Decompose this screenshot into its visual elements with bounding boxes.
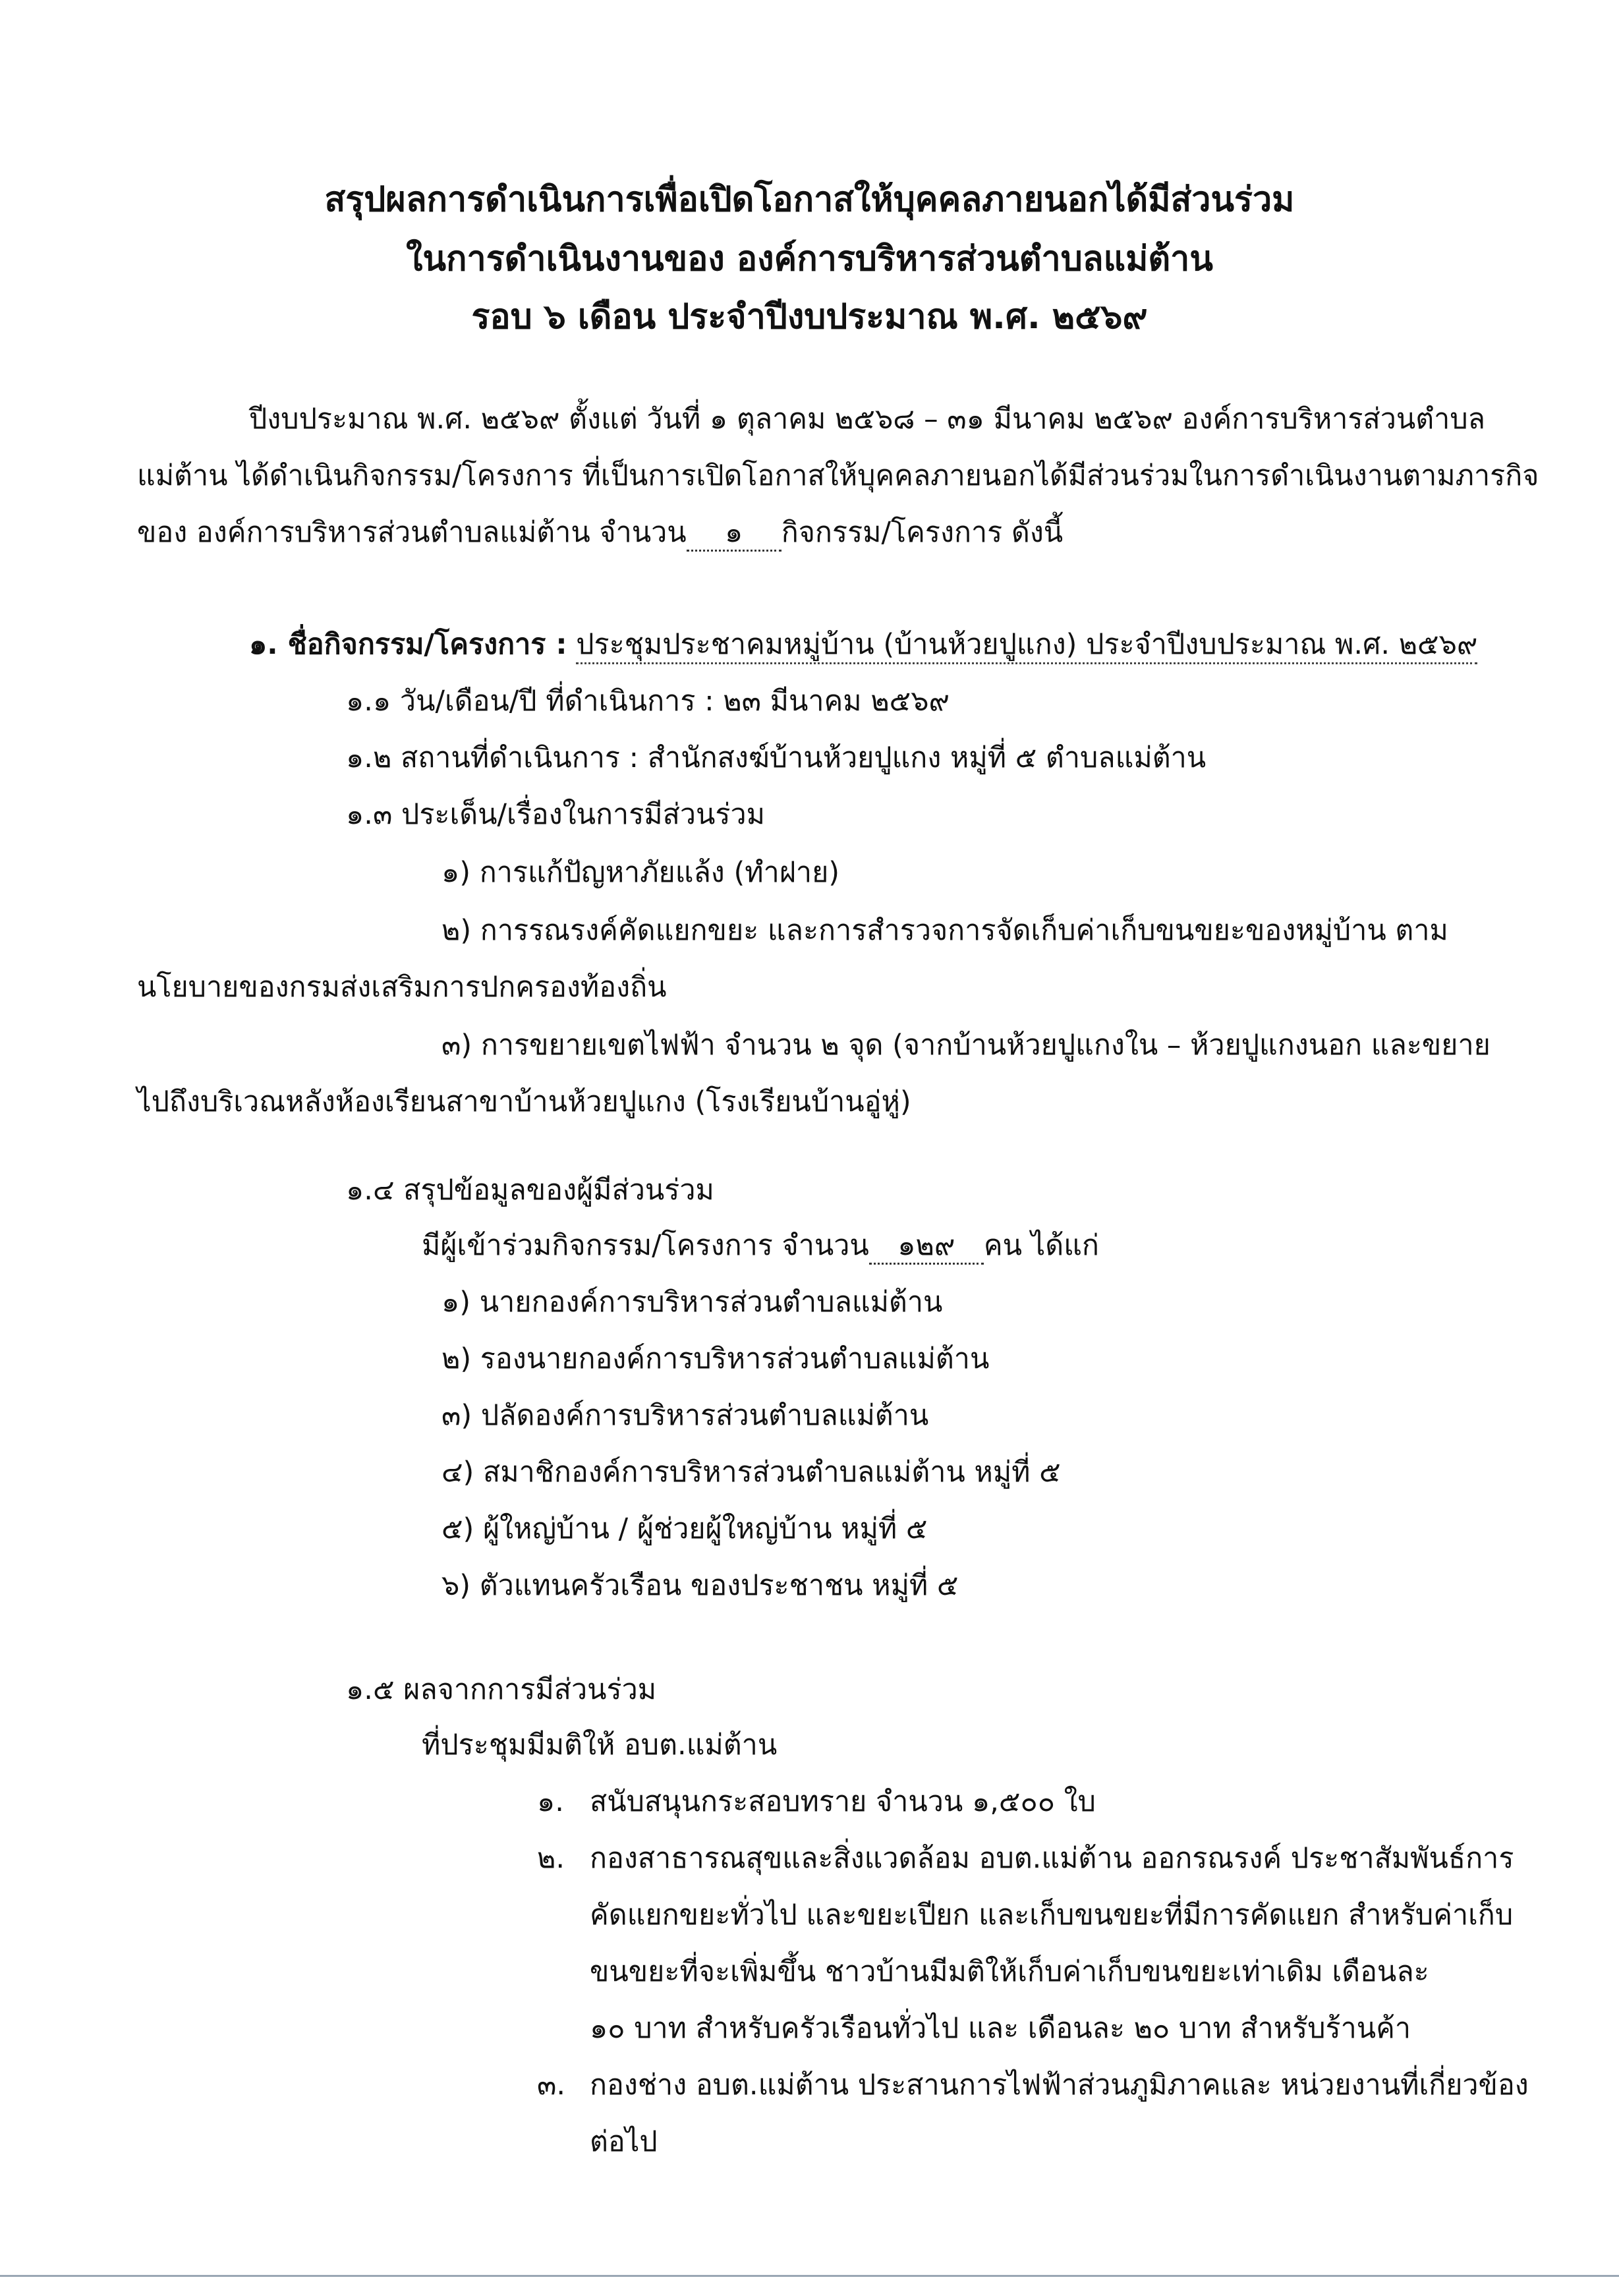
result-3-line-1: กองช่าง อบต.แม่ต้าน ประสานการไฟฟ้าส่วนภูมิภาคและ หน่วยงานที่เกี่ยวข้อง <box>590 2069 1529 2102</box>
intro-line-3-prefix: ของ องค์การบริหารส่วนตำบลแม่ต้าน จำนวน <box>137 516 687 549</box>
issue-1: ๑) การแก้ปัญหาภัยแล้ง (ทำฝาย) <box>441 856 840 889</box>
project-date: ๑.๑ วัน/เดือน/ปี ที่ดำเนินการ : ๒๓ มีนาคม ๒๕๖๙ <box>346 685 950 718</box>
project-label: ๑. ชื่อกิจกรรม/โครงการ : <box>249 628 567 661</box>
issues-title: ๑.๓ ประเด็น/เรื่องในการมีส่วนร่วม <box>346 798 766 831</box>
participant-item: ๑) นายกองค์การบริหารส่วนตำบลแม่ต้าน <box>441 1286 943 1319</box>
intro-line-3-suffix: กิจกรรม/โครงการ ดังนี้ <box>781 516 1064 549</box>
issue-2-line-2: นโยบายของกรมส่งเสริมการปกครองท้องถิ่น <box>137 971 667 1004</box>
intro-line-2: แม่ต้าน ได้ดำเนินกิจกรรม/โครงการ ที่เป็นการเปิดโอกาสให้บุคคลภายนอกได้มีส่วนร่วมในการดำเนินงานตามภารกิจ <box>137 459 1539 492</box>
intro-line-1: ปีงบประมาณ พ.ศ. ๒๕๖๙ ตั้งแต่ วันที่ ๑ ตุลาคม ๒๕๖๘ – ๓๑ มีนาคม ๒๕๖๙ องค์การบริหารส่วนตำบล <box>249 403 1485 436</box>
project-count-blank: ๑ <box>687 515 781 552</box>
result-2-line-4: ๑๐ บาท สำหรับครัวเรือนทั่วไป และ เดือนละ ๒๐ บาท สำหรับร้านค้า <box>590 2012 1411 2045</box>
results-title: ๑.๕ ผลจากการมีส่วนร่วม <box>346 1673 657 1706</box>
participants-count-prefix: มีผู้เข้าร่วมกิจกรรม/โครงการ จำนวน <box>422 1229 869 1262</box>
issue-3-line-2: ไปถึงบริเวณหลังห้องเรียนสาขาบ้านห้วยปูแกง (โรงเรียนบ้านอู่หู่) <box>137 1085 911 1118</box>
result-2-number: ๒. <box>537 1842 565 1875</box>
project-place: ๑.๒ สถานที่ดำเนินการ : สำนักสงฆ์บ้านห้วยปูแกง หมู่ที่ ๕ ตำบลแม่ต้าน <box>346 741 1207 774</box>
issue-3-line-1: ๓) การขยายเขตไฟฟ้า จำนวน ๒ จุด (จากบ้านห้วยปูแกงใน – ห้วยปูแกงนอก และขยาย <box>441 1029 1491 1062</box>
result-3-number: ๓. <box>537 2069 566 2102</box>
result-2-line-2: คัดแยกขยะทั่วไป และขยะเปียก และเก็บขนขยะที่มีการคัดแยก สำหรับค่าเก็บ <box>590 1899 1514 1932</box>
result-1-number: ๑. <box>537 1785 564 1818</box>
participant-item: ๒) รองนายกองค์การบริหารส่วนตำบลแม่ต้าน <box>441 1342 990 1375</box>
participant-item: ๖) ตัวแทนครัวเรือน ของประชาชน หมู่ที่ ๕ <box>441 1569 959 1602</box>
participants-count-suffix: คน ได้แก่ <box>983 1229 1099 1262</box>
title-line-1: สรุปผลการดำเนินการเพื่อเปิดโอกาสให้บุคคลภายนอกได้มีส่วนร่วม <box>324 180 1295 219</box>
result-3-line-2: ต่อไป <box>590 2125 658 2158</box>
intro-line-3 <box>137 513 1063 552</box>
result-1-text: สนับสนุนกระสอบทราย จำนวน ๑,๕๐๐ ใบ <box>590 1785 1096 1818</box>
project-name-line <box>249 625 1477 664</box>
title-line-2: ในการดำเนินงานของ องค์การบริหารส่วนตำบลแม่ต้าน <box>406 239 1213 279</box>
title-line-3: รอบ ๖ เดือน ประจำปีงบประมาณ พ.ศ. ๒๕๖๙ <box>471 297 1148 337</box>
results-resolution: ที่ประชุมมีมติให้ อบต.แม่ต้าน <box>422 1729 778 1762</box>
result-2-line-1: กองสาธารณสุขและสิ่งแวดล้อม อบต.แม่ต้าน ออกรณรงค์ ประชาสัมพันธ์การ <box>590 1842 1514 1875</box>
participant-item: ๓) ปลัดองค์การบริหารส่วนตำบลแม่ต้าน <box>441 1399 929 1432</box>
participant-item: ๔) สมาชิกองค์การบริหารส่วนตำบลแม่ต้าน หมู่ที่ ๕ <box>441 1456 1061 1489</box>
issue-2-line-1: ๒) การรณรงค์คัดแยกขยะ และการสำรวจการจัดเก็บค่าเก็บขนขยะของหมู่บ้าน ตาม <box>441 914 1448 947</box>
result-2-line-3: ขนขยะที่จะเพิ่มขึ้น ชาวบ้านมีมติให้เก็บค่าเก็บขนขยะเท่าเดิม เดือนละ <box>590 1955 1429 1988</box>
project-name: ประชุมประชาคมหมู่บ้าน (บ้านห้วยปูแกง) ประจำปีงบประมาณ พ.ศ. ๒๕๖๙ <box>576 628 1477 664</box>
page-bottom-rule <box>0 2275 1619 2277</box>
participant-item: ๕) ผู้ใหญ่บ้าน / ผู้ช่วยผู้ใหญ่บ้าน หมู่ที่ ๕ <box>441 1512 928 1545</box>
participants-count-blank: ๑๒๙ <box>869 1228 984 1265</box>
participants-title: ๑.๔ สรุปข้อมูลของผู้มีส่วนร่วม <box>346 1174 714 1207</box>
participants-count-line <box>422 1226 1099 1265</box>
